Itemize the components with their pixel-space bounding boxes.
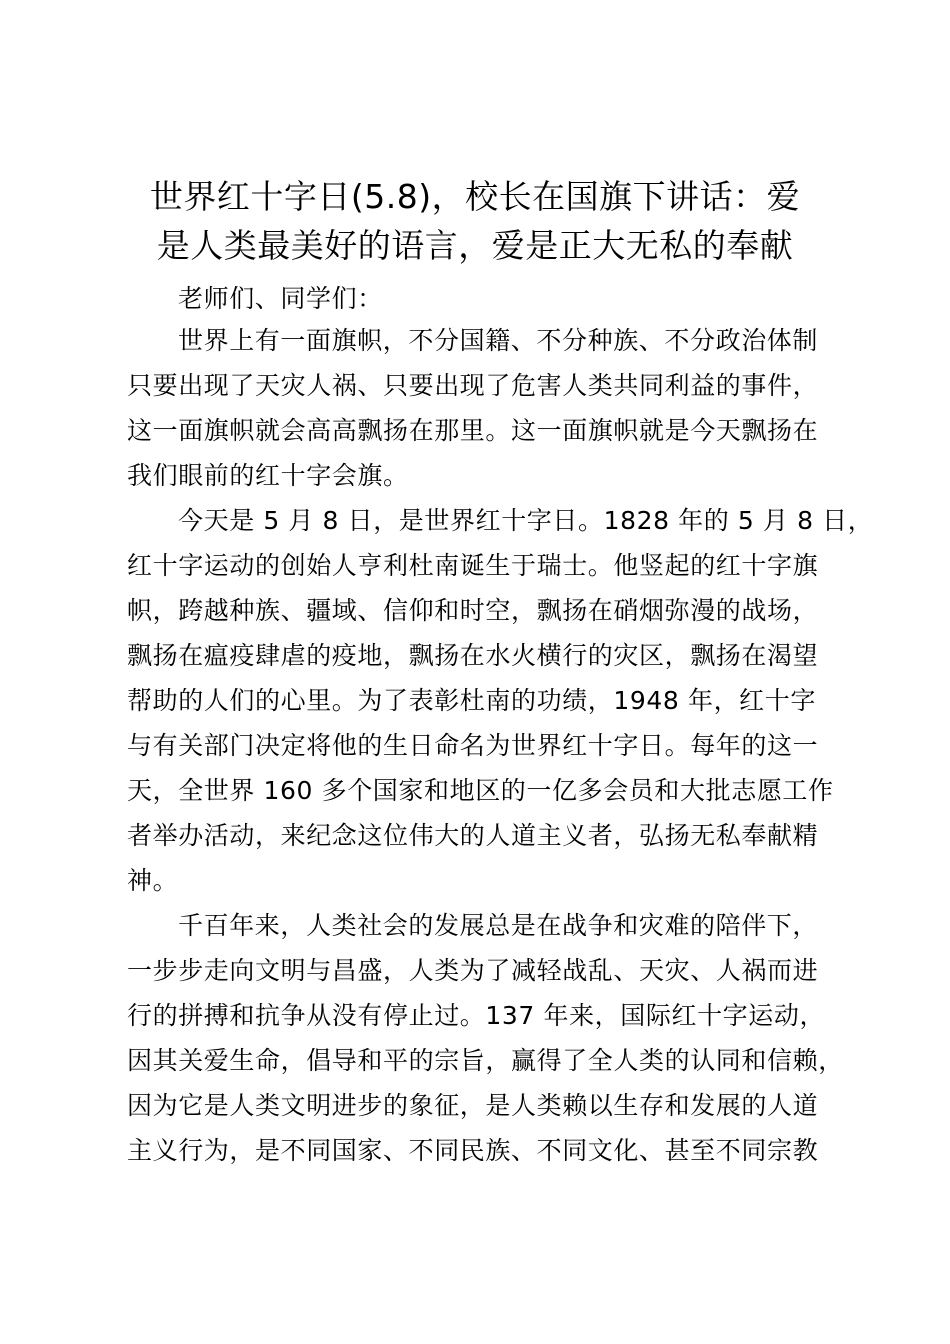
paragraph-line: 今天是 5 月 8 日，是世界红十字日。1828 年的 5 月 8 日， <box>178 506 874 535</box>
document-title-line-1: 世界红十字日(5.8)，校长在国旗下讲话：爱 <box>149 177 801 216</box>
paragraph-line: 帜，跨越种族、疆域、信仰和时空，飘扬在硝烟弥漫的战场， <box>127 596 819 625</box>
paragraph-line: 主义行为，是不同国家、不同民族、不同文化、甚至不同宗教 <box>127 1136 819 1165</box>
paragraph-line: 一步步走向文明与昌盛，人类为了减轻战乱、天灾、人祸而进 <box>127 956 819 985</box>
paragraph-line: 世界上有一面旗帜，不分国籍、不分种族、不分政治体制 <box>178 326 819 355</box>
paragraph-line: 我们眼前的红十字会旗。 <box>127 461 409 490</box>
salutation: 老师们、同学们： <box>178 284 383 313</box>
paragraph-line: 帮助的人们的心里。为了表彰杜南的功绩，1948 年，红十字 <box>127 686 816 715</box>
document-title-line-2: 是人类最美好的语言，爱是正大无私的奉献 <box>156 226 794 265</box>
paragraph-line: 因其关爱生命，倡导和平的宗旨，赢得了全人类的认同和信赖， <box>127 1046 844 1075</box>
paragraph-line: 天，全世界 160 多个国家和地区的一亿多会员和大批志愿工作 <box>127 776 834 805</box>
paragraph-line: 因为它是人类文明进步的象征，是人类赖以生存和发展的人道 <box>127 1091 819 1120</box>
paragraph-line: 千百年来，人类社会的发展总是在战争和灾难的陪伴下， <box>178 911 819 940</box>
paragraph-line: 神。 <box>127 866 179 895</box>
paragraph-line: 者举办活动，来纪念这位伟大的人道主义者，弘扬无私奉献精 <box>127 821 819 850</box>
paragraph-line: 飘扬在瘟疫肆虐的疫地，飘扬在水火横行的灾区，飘扬在渴望 <box>127 641 819 670</box>
paragraph-line: 红十字运动的创始人亨利杜南诞生于瑞士。他竖起的红十字旗 <box>127 551 819 580</box>
paragraph-line: 与有关部门决定将他的生日命名为世界红十字日。每年的这一 <box>127 731 819 760</box>
paragraph-line: 行的拼搏和抗争从没有停止过。137 年来，国际红十字运动， <box>127 1001 826 1030</box>
paragraph-line: 这一面旗帜就会高高飘扬在那里。这一面旗帜就是今天飘扬在 <box>127 416 819 445</box>
paragraph-line: 只要出现了天灾人祸、只要出现了危害人类共同利益的事件， <box>127 371 819 400</box>
